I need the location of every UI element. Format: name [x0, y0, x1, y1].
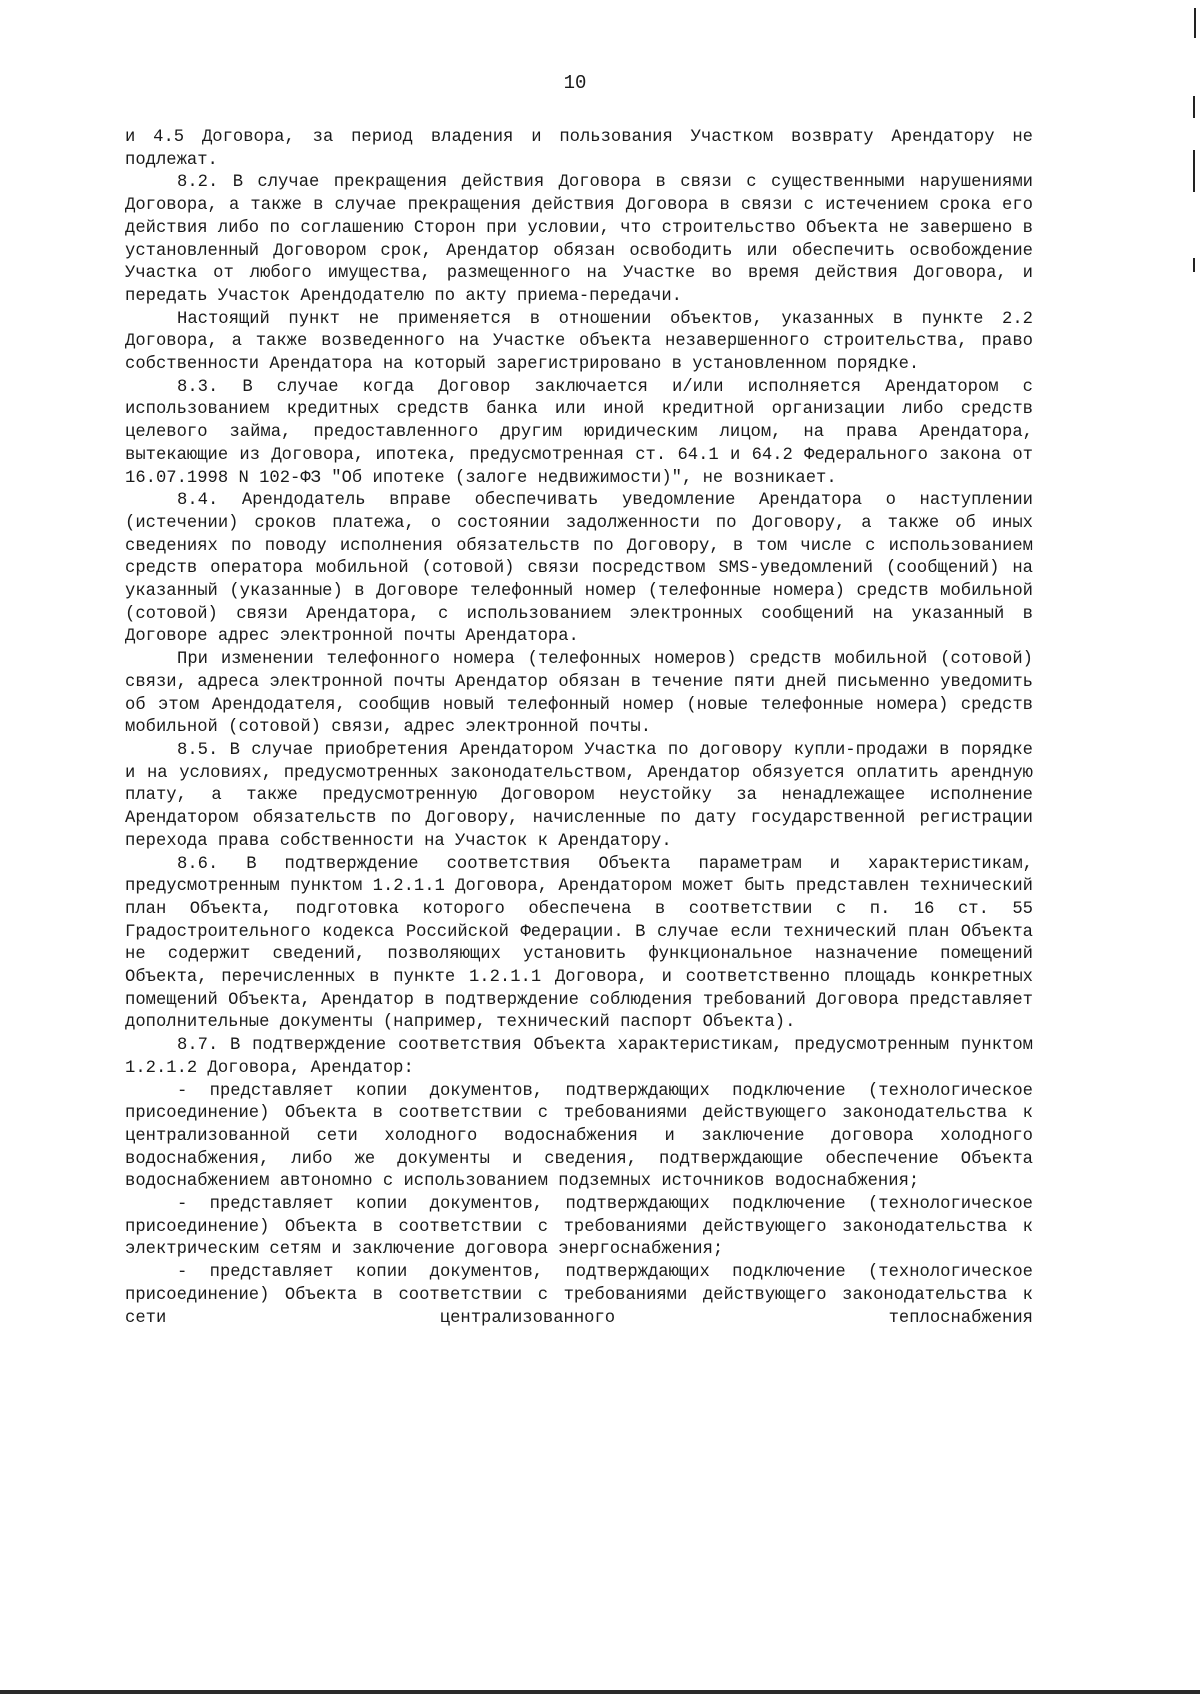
document-body	[125, 127, 1033, 1330]
paragraph-8-3: 8.3. В случае когда Договор заключается и/или исполняется Арендатором с использованием кредитных средств банка или иной кредитной организации либо средств целевого займа, предоставленного другим юридическим лицом, на права Арендатора, вытекающие из Договора, ипотека, предусмотренная ст. 64.1 и 64.2 Федерального закона от 16.07.1998 N 102-ФЗ "Об ипотеке (залоге недвижимости)", не возникает.	[125, 377, 1033, 488]
scan-edge-marks	[1186, 0, 1200, 1694]
paragraph-8-4-phone-change: При изменении телефонного номера (телефонных номеров) средств мобильной (сотовой) связи, адреса электронной почты Арендатор обязан в течение пяти дней письменно уведомить об этом Арендодателя, сообщив новый телефонный номер (новые телефонные номера) средств мобильной (сотовой) связи, адрес электронной почты.	[125, 650, 1033, 738]
paragraph-8-2: 8.2. В случае прекращения действия Договора в связи с существенными нарушениями Договора, а также в случае прекращения действия Договора в связи с истечением срока его действия либо по соглашению Сторон при условии, что строительство Объекта не завершено в установленный Договором срок, Арендатор обязан освободить или обеспечить освобождение Участка от любого имущества, размещенного на Участке во время действия Договора, и передать Участок Арендодателю по акту приема-передачи.	[125, 173, 1033, 306]
paragraph-8-7: 8.7. В подтверждение соответствия Объекта характеристикам, предусмотренным пунктом 1.2.1.2 Договора, Арендатор:	[125, 1036, 1033, 1078]
paragraph-8-4: 8.4. Арендодатель вправе обеспечивать уведомление Арендатора о наступлении (истечении) сроков платежа, о состоянии задолженности по Договору, а также об иных сведениях по поводу исполнения обязательств по Договору, в том числе с использованием средств оператора мобильной (сотовой) связи посредством SMS-уведомлений (сообщений) на указанный (указанные) в Договоре телефонный номер (телефонные номера) средств мобильной (сотовой) связи Арендатора, с использованием электронных сообщений на указанный в Договоре адрес электронной почты Арендатора.	[125, 491, 1033, 647]
scan-bottom-edge	[0, 1690, 1200, 1694]
paragraph-8-1-continuation: и 4.5 Договора, за период владения и пользования Участком возврату Арендатору не подлежат.	[125, 128, 1033, 170]
paragraph-8-6: 8.6. В подтверждение соответствия Объекта параметрам и характеристикам, предусмотренным пунктом 1.2.1.1 Договора, Арендатором может быть представлен технический план Объекта, подготовка которого обеспечена в соответствии с п. 16 ст. 55 Градостроительного кодекса Российской Федерации. В случае если технический план Объекта не содержит сведений, позволяющих установить функциональное назначение помещений Объекта, перечисленных в пункте 1.2.1.1 Договора, и соответственно площадь конкретных помещений Объекта, Арендатор в подтверждение соблюдения требований Договора представляет дополнительные документы (например, технический паспорт Объекта).	[125, 854, 1033, 1033]
scan-edge-mark	[1193, 150, 1195, 192]
list-item-water-supply: - представляет копии документов, подтверждающих подключение (технологическое присоединение) Объекта в соответствии с требованиями действующего законодательства к централизованной сети холодного водоснабжения и заключение договора холодного водоснабжения, либо же документы и сведения, подтверждающие обеспечение Объекта водоснабжением автономно с использованием подземных источников водоснабжения;	[125, 1081, 1033, 1192]
scan-edge-mark	[1194, 8, 1196, 38]
list-item-electricity: - представляет копии документов, подтверждающих подключение (технологическое присоединение) Объекта в соответствии с требованиями действующего законодательства к электрическим сетям и заключение договора энергоснабжения;	[125, 1195, 1033, 1260]
page-number: 10	[563, 72, 587, 94]
list-item-heat-supply: - представляет копии документов, подтверждающих подключение (технологическое присоединение) Объекта в соответствии с требованиями действующего законодательства к сети централизованного теплоснабжения	[125, 1263, 1033, 1328]
paragraph-8-2-note: Настоящий пункт не применяется в отношении объектов, указанных в пункте 2.2 Договора, а также возведенного на Участке объекта незавершенного строительства, право собственности Арендатора на который зарегистрировано в установленном порядке.	[125, 309, 1033, 375]
scan-edge-mark	[1193, 96, 1195, 118]
scan-edge-mark	[1193, 258, 1195, 272]
paragraph-8-5: 8.5. В случае приобретения Арендатором Участка по договору купли-продажи в порядке и на условиях, предусмотренных законодательством, Арендатор обязуется оплатить арендную плату, а также предусмотренную Договором неустойку за ненадлежащее исполнение Арендатором обязательств по Договору, начисленные по дату государственной регистрации перехода права собственности на Участок к Арендатору.	[125, 740, 1033, 851]
